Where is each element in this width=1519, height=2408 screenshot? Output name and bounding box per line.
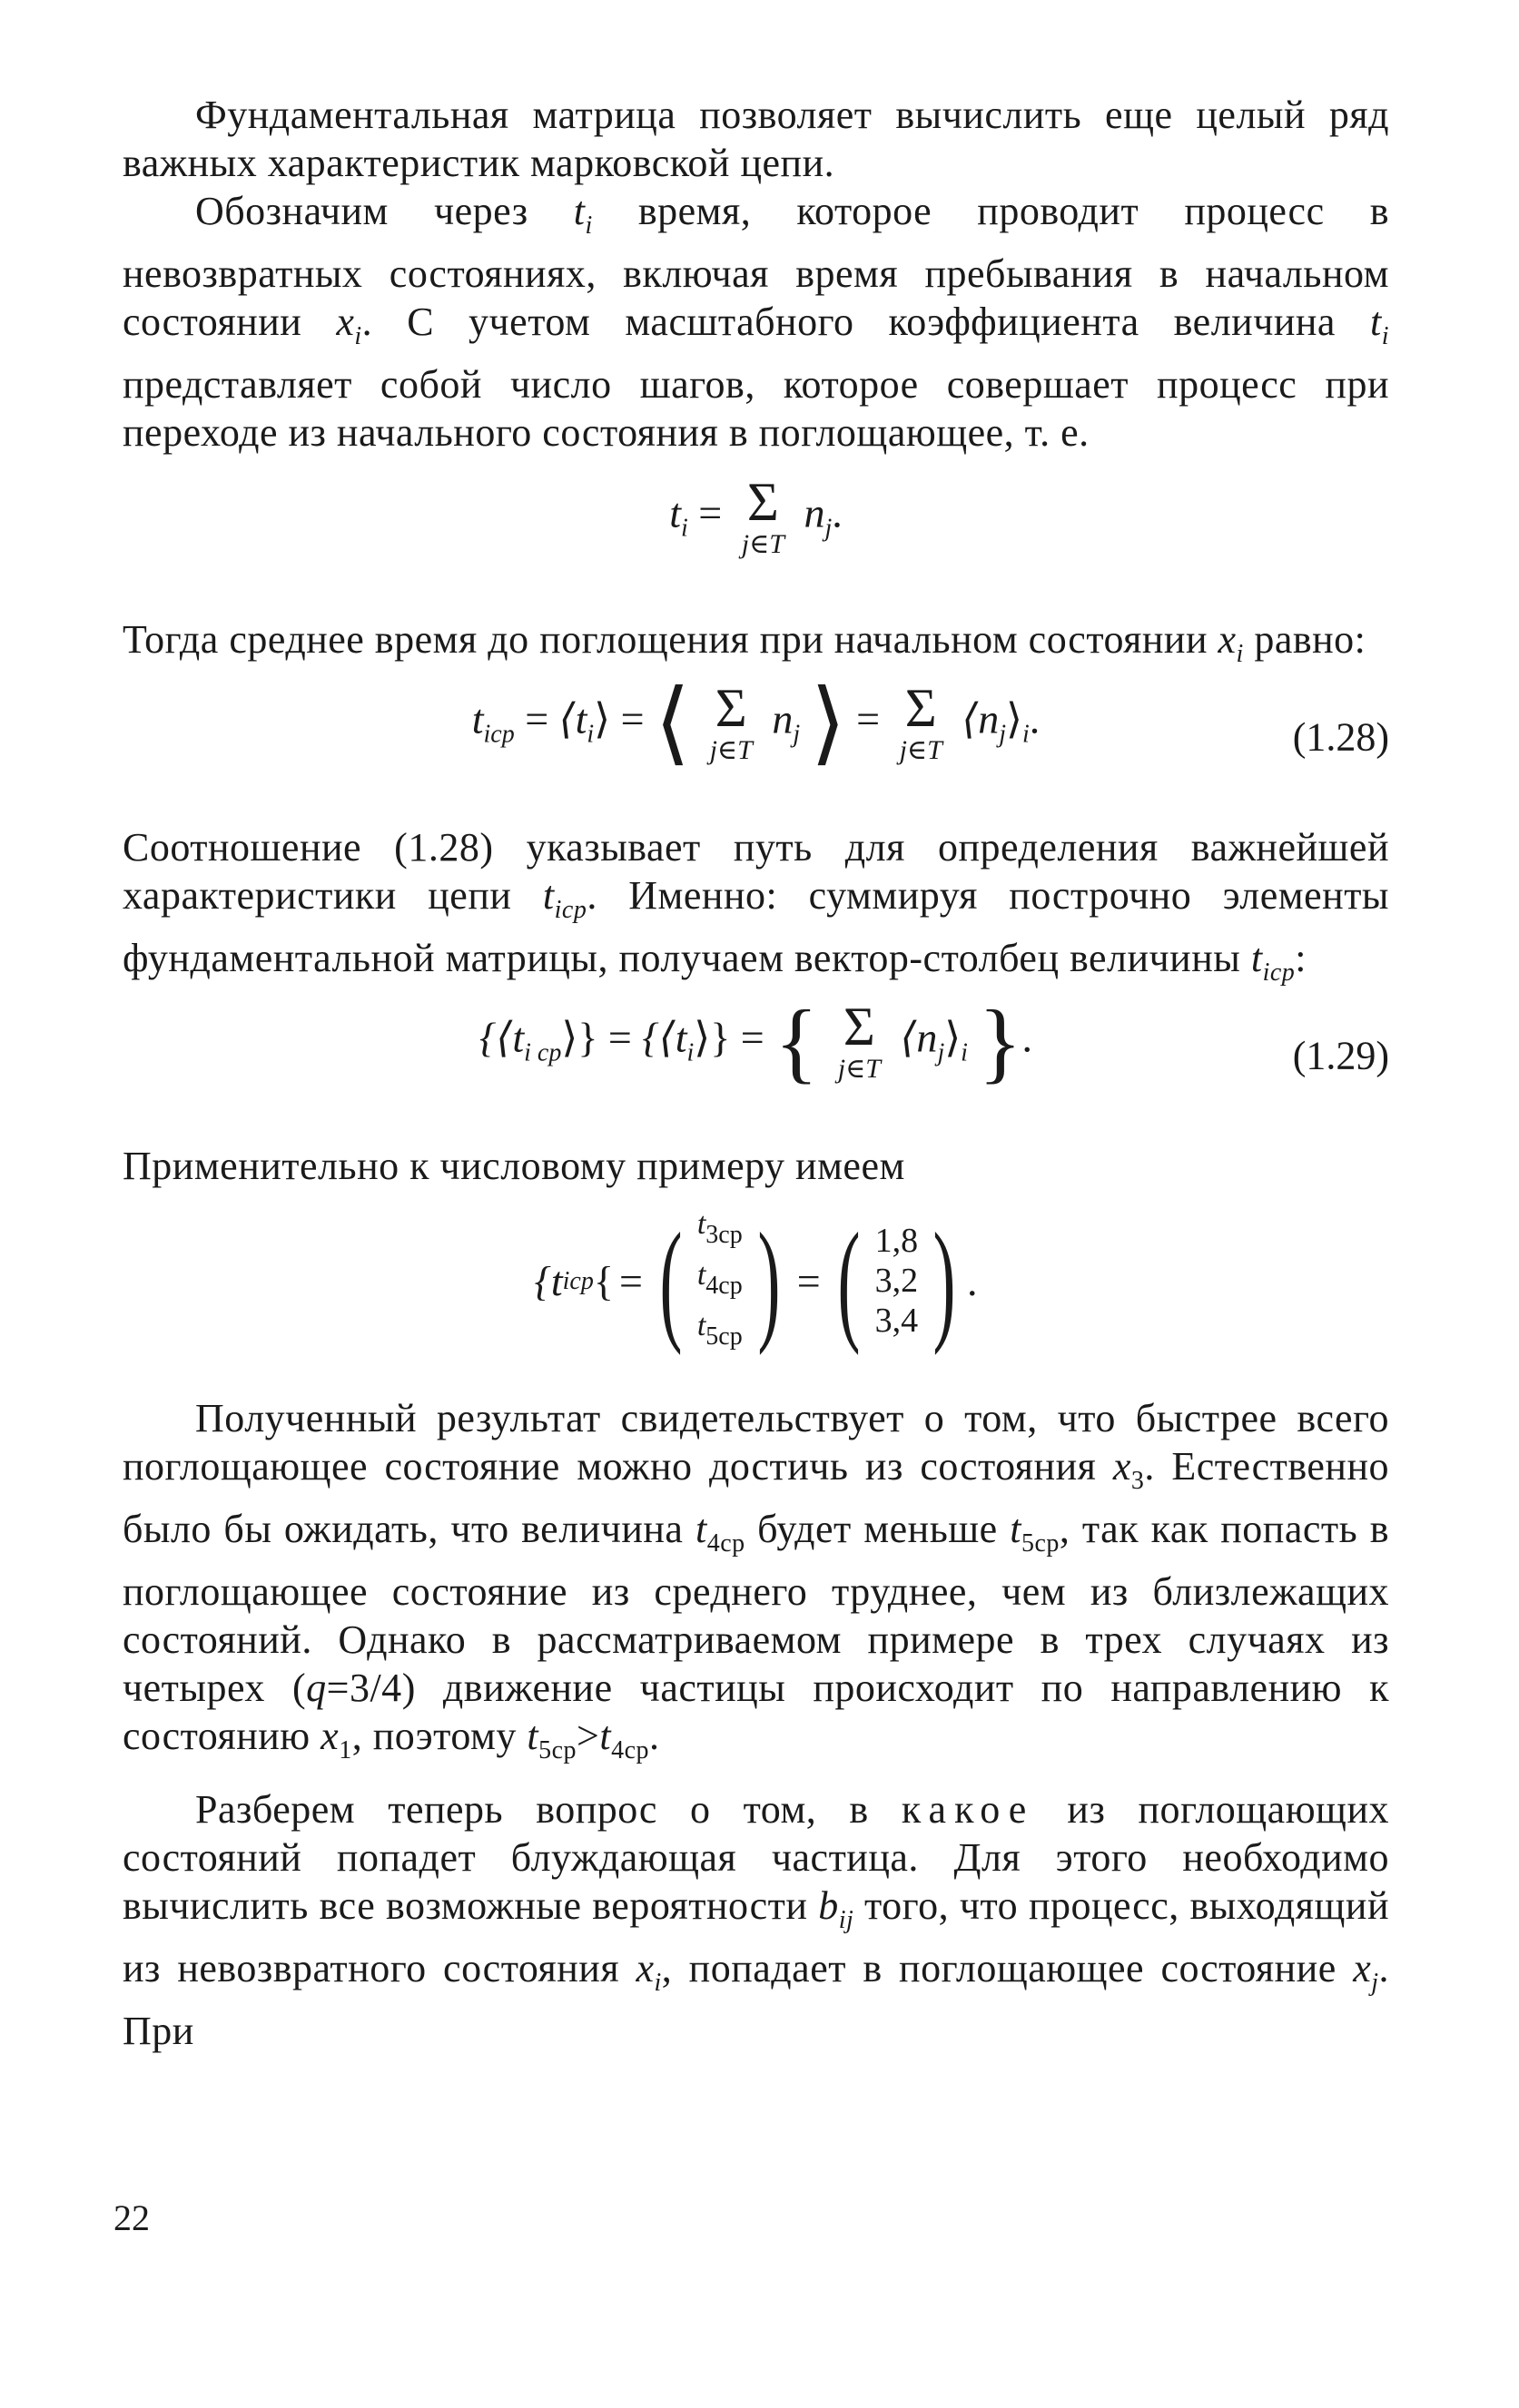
- equals-sign: =: [856, 695, 881, 742]
- angle-close: ⟩: [944, 1014, 962, 1061]
- subscript: 3ср: [705, 1221, 743, 1249]
- brace-close: ⟩}: [561, 1014, 598, 1061]
- paren-open: (: [659, 1205, 683, 1356]
- value-vector: [826, 1205, 967, 1356]
- var-t: t: [696, 1258, 706, 1292]
- subscript: i: [686, 1038, 695, 1067]
- period: .: [1029, 695, 1041, 742]
- var-t: t: [573, 189, 586, 233]
- text-span: того, что процесс, выходящий из невозвратного состояния: [123, 1883, 1389, 1990]
- subscript: i: [585, 211, 593, 240]
- subscript: j: [1371, 1969, 1379, 1997]
- var-x: x: [1218, 617, 1237, 662]
- formula-1-29: [123, 991, 1389, 1115]
- angle-close: ⟩: [1006, 695, 1022, 742]
- var-b: b: [818, 1883, 839, 1928]
- vector-value: 3,4: [874, 1302, 919, 1340]
- subscript: i: [654, 1969, 662, 1997]
- page-body: [123, 91, 1389, 2055]
- text-span: , так как попасть в поглощающее состояние из среднего труднее, чем из близлежащих состояний. Однако в рассматриваемом примере в трех случаях из четырех (: [123, 1507, 1390, 1710]
- sum-operator: [709, 678, 753, 766]
- sigma-symbol: Σ: [746, 472, 779, 532]
- page-number: 22: [113, 2197, 150, 2238]
- text-span: будет меньше: [745, 1507, 1011, 1551]
- text-span: Фундаментальная матрица позволяет вычислить еще целый ряд важных характеристик марковской цепи.: [123, 93, 1389, 185]
- period: .: [832, 489, 843, 536]
- period: .: [1021, 1014, 1032, 1061]
- big-angle-close: ⟩: [810, 673, 846, 773]
- sum-operator: [899, 678, 942, 766]
- sum-operator: [838, 999, 881, 1085]
- paragraph-example: [123, 1142, 1389, 1190]
- paragraph-absorbing: [123, 1785, 1389, 2055]
- equals-sign: =: [607, 1014, 632, 1061]
- text-span: .: [649, 1714, 660, 1758]
- vector-cell: [697, 1306, 743, 1357]
- paren-close: ): [932, 1205, 956, 1356]
- var-t: t: [695, 1507, 707, 1551]
- big-brace-open: {: [774, 991, 819, 1092]
- sigma-symbol: Σ: [904, 678, 937, 738]
- sum-index: j∈T: [899, 735, 942, 765]
- subscript: i: [1381, 322, 1389, 350]
- sum-operator: [741, 472, 784, 560]
- var-t: t: [527, 1714, 539, 1758]
- formula-lhs: t: [471, 695, 484, 742]
- text-span: время, которое проводит процесс в невозвратных состояниях, включая время пребывания в начальном состоянии: [123, 189, 1389, 344]
- subscript: 4ср: [706, 1529, 745, 1558]
- subscript: j: [999, 720, 1007, 749]
- equals-sign: =: [618, 1257, 643, 1304]
- vector-value: 1,8: [874, 1222, 919, 1260]
- subscript: j: [937, 1038, 945, 1067]
- text-span: из поглощающих состояний попадет блуждающая частица. Для этого необходимо вычислить все возможные вероятности: [123, 1787, 1389, 1928]
- subscript: i: [1022, 720, 1030, 749]
- formula-term: n: [772, 695, 794, 742]
- subscript: j: [824, 514, 833, 543]
- subscript: i ср: [524, 1038, 562, 1067]
- var-t: t: [542, 873, 555, 918]
- brace-close: ⟩}: [694, 1014, 731, 1061]
- var-t: t: [1250, 936, 1263, 980]
- text-span: . С учетом масштабного коэффициента величина: [361, 300, 1370, 344]
- subscript: iср: [562, 1266, 594, 1295]
- sigma-symbol: Σ: [715, 678, 747, 738]
- var-x: x: [636, 1946, 655, 1990]
- text-span: Полученный результат свидетельствует о том, что быстрее всего поглощающее состояние можно достичь из состояния: [123, 1396, 1389, 1489]
- subscript: 5ср: [1021, 1529, 1060, 1558]
- text-span: равно:: [1243, 617, 1366, 662]
- subscript: iср: [1262, 958, 1296, 987]
- var-t: t: [696, 1207, 706, 1241]
- subscript: i: [354, 322, 362, 350]
- vector-cell: [697, 1255, 743, 1306]
- paren-open: (: [837, 1205, 861, 1356]
- vector-cell: [697, 1204, 743, 1255]
- subscript: 4ср: [705, 1272, 743, 1300]
- text-span: :: [1295, 936, 1307, 980]
- equals-sign: =: [796, 1257, 821, 1304]
- paragraph-mean-time: [123, 615, 1389, 678]
- text-span: . Именно: суммируя построчно элементы фундаментальной матрицы, получаем вектор-столбец величины: [123, 873, 1389, 980]
- sum-index: j∈T: [709, 735, 753, 765]
- brace: {: [593, 1257, 614, 1304]
- text-span: , попадает в поглощающее состояние: [661, 1946, 1354, 1990]
- paren-close: ): [757, 1205, 781, 1356]
- paragraph-relation: [123, 823, 1389, 997]
- equals-sign: =: [740, 1014, 764, 1061]
- var-t: t: [1369, 300, 1382, 344]
- text-span: =3/4: [326, 1666, 402, 1710]
- text-span: Соотношение (1.28) указывает путь для определения важнейшей характеристики цепи: [123, 825, 1389, 918]
- subscript: 1: [339, 1736, 352, 1764]
- subscript: 5ср: [705, 1322, 743, 1351]
- vector-value: 3,2: [874, 1262, 919, 1300]
- subscript: 3: [1130, 1467, 1145, 1495]
- text-span: Применительно к числовому примеру имеем: [123, 1144, 905, 1188]
- subscript: iср: [483, 720, 515, 749]
- text-span: Тогда среднее время до поглощения при начальном состоянии: [123, 617, 1218, 662]
- subscript: iср: [554, 896, 587, 924]
- equals-sign: =: [698, 489, 723, 536]
- var-t: t: [696, 1309, 706, 1342]
- subscript: i: [681, 514, 688, 543]
- subscript: 5ср: [538, 1736, 577, 1764]
- var-x: x: [321, 1714, 340, 1758]
- label-vector: [648, 1204, 792, 1357]
- text-span: , поэтому: [351, 1714, 528, 1758]
- equation-number: (1.28): [1292, 714, 1389, 760]
- subscript: i: [587, 720, 595, 749]
- formula-term: n: [804, 489, 825, 536]
- formula-mid: {⟨t: [642, 1014, 687, 1061]
- text-span: . При: [123, 1946, 1389, 2053]
- subscript: ij: [838, 1906, 854, 1934]
- formula-ti-sum: [123, 466, 1389, 602]
- text-span: представляет собой число шагов, которое совершает процесс при переходе из начального состояния в поглощающее, т. е.: [123, 362, 1389, 455]
- angle-close: ⟩: [594, 695, 611, 742]
- sum-index: j∈T: [741, 529, 784, 559]
- var-q: q: [306, 1666, 327, 1710]
- text-span: Разберем теперь вопрос о том, в: [195, 1787, 902, 1832]
- text-span: Обозначим через: [195, 189, 574, 233]
- formula-1-28: [123, 673, 1389, 796]
- subscript: 4ср: [611, 1736, 649, 1764]
- var-x: x: [1112, 1444, 1131, 1489]
- formula-lhs: {⟨t: [479, 1014, 525, 1061]
- sigma-symbol: Σ: [843, 997, 875, 1057]
- var-x: x: [336, 300, 355, 344]
- spaced-word: какое: [901, 1787, 1035, 1832]
- paragraph-intro: [123, 91, 1389, 187]
- greater-than: >: [577, 1714, 600, 1758]
- formula-example-vector: [123, 1190, 1389, 1371]
- formula-lhs: t: [669, 489, 682, 536]
- equals-sign: =: [620, 695, 645, 742]
- label-column: [697, 1204, 743, 1357]
- period: .: [967, 1257, 978, 1304]
- subscript: j: [793, 720, 801, 749]
- paragraph-result: [123, 1394, 1389, 1774]
- big-brace-close: }: [978, 991, 1022, 1092]
- sum-index: j∈T: [837, 1054, 881, 1084]
- formula-avg: ⟨t: [558, 695, 587, 742]
- equation-number: (1.29): [1292, 1033, 1389, 1078]
- paragraph-definition: [123, 187, 1389, 457]
- var-t: t: [599, 1714, 612, 1758]
- formula-term: ⟨n: [962, 695, 1000, 742]
- value-column: [875, 1221, 919, 1341]
- var-x: x: [1353, 1946, 1372, 1990]
- text-span: ) движение частицы происходит по направлению к состоянию: [123, 1666, 1389, 1758]
- text-span: . Естественно было бы ожидать, что величина: [123, 1444, 1389, 1551]
- equals-sign: =: [525, 695, 549, 742]
- formula-lhs: {t: [534, 1257, 563, 1304]
- var-t: t: [1010, 1507, 1021, 1551]
- subscript: i: [1236, 640, 1244, 668]
- big-angle-open: ⟨: [655, 673, 691, 773]
- subscript: i: [961, 1038, 968, 1067]
- formula-term: ⟨n: [900, 1014, 938, 1061]
